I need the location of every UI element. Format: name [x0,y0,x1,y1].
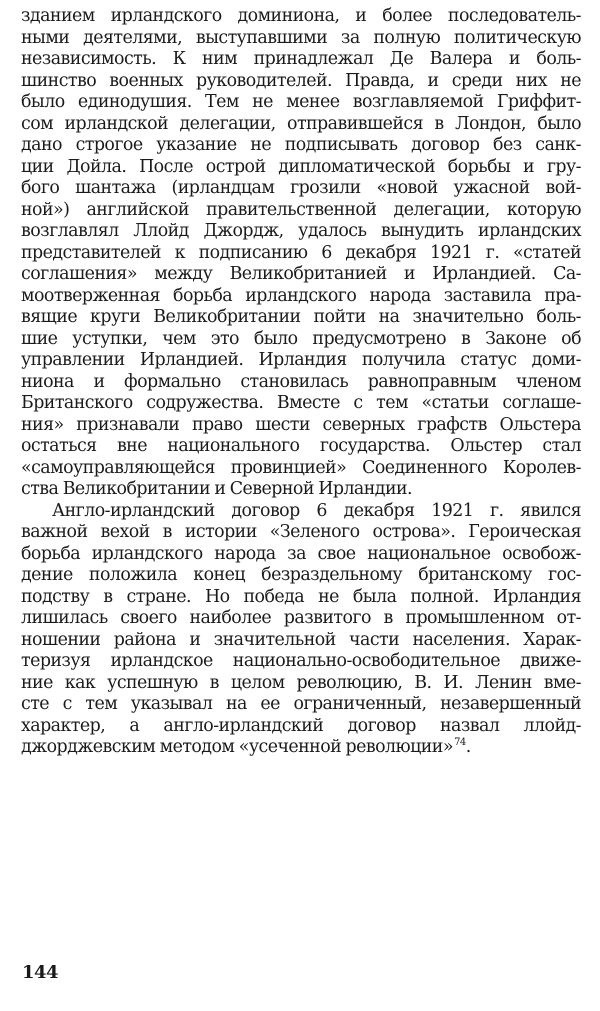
paragraph-1 [21,6,581,501]
text-line: ции Дойла. После острой дипломатической борьбы и гру- [21,156,581,177]
text-line: сте с тем указывал на ее ограниченный, незавершенный [21,694,581,714]
text-line: ношении района и значительной части населения. Харак- [21,629,581,650]
text-line: представителей к подписанию 6 декабря 1921 г. «статей [21,242,581,263]
text-line: ния» признавали право шести северных графств Ольстера [21,414,581,435]
text-line: ниона и формально становилась равноправным членом [21,371,581,392]
text-line: управлении Ирландией. Ирландия получила статус доми- [21,350,581,370]
text-line: подству в стране. Но победа не была полной. Ирландия [21,586,581,607]
text-line: ние как успешную в целом революцию, В. И. Ленин вме- [21,672,581,693]
text-line: борьба ирландского народа за свое национальное освобож- [21,543,581,564]
sentence-end: . [465,737,471,757]
body-text [21,6,581,759]
text-line: Британского содружества. Вместе с тем «статьи соглаше- [21,393,581,413]
text-line: характер, а англо-ирландский договор назвал ллойд- [21,715,581,736]
text-line: моотверженная борьба ирландского народа заставила пра- [21,285,581,306]
text-line: шинство военных руководителей. Правда, и среди них не [21,70,581,91]
text-line: вящие круги Великобритании пойти на значительно боль- [21,307,581,327]
text-line: возглавлял Ллойд Джордж, удалось вынудить ирландских [21,221,581,241]
text-line: зданием ирландского доминиона, и более последователь- [21,6,581,26]
paragraph-2 [21,501,581,759]
text-line: важной вехой в истории «Зеленого острова». Героическая [21,522,581,542]
text-line: теризуя ирландское национально-освободительное движе- [21,651,581,671]
text-line: джорджевским методом «усеченной революции» [21,737,453,757]
text-line: дано строгое указание не подписывать договор без санк- [21,135,581,155]
text-line: ной») английской правительственной делегации, которую [21,199,581,220]
text-line: дение положила конец безраздельному британскому гос- [21,565,581,585]
text-line: лишилась своего наиболее развитого в промышленном от- [21,608,581,628]
text-line: ными деятелями, выступавшими за полную политическую [21,27,581,48]
text-line: независимость. К ним принадлежал Де Валера и боль- [21,49,581,69]
page-number: 144 [22,962,59,983]
text-line: соглашения» между Великобританией и Ирландией. Са- [21,264,581,284]
text-line: остаться вне национального государства. Ольстер стал [21,436,581,456]
text-line: Англо-ирландский договор 6 декабря 1921 г. явился [52,500,581,521]
text-line: было единодушия. Тем не менее возглавляемой Гриффит- [21,92,581,112]
text-line: бого шантажа (ирландцам грозили «новой ужасной вой- [21,178,581,198]
text-line-final [21,737,581,759]
text-line: ства Великобритании и Северной Ирландии. [21,479,413,499]
text-line: сом ирландской делегации, отправившейся в Лондон, было [21,113,581,134]
text-line: «самоуправляющейся провинцией» Соединенного Королев- [21,457,581,478]
text-line: шие уступки, чем это было предусмотрено в Законе об [21,328,581,349]
footnote-reference: 74 [454,737,466,749]
